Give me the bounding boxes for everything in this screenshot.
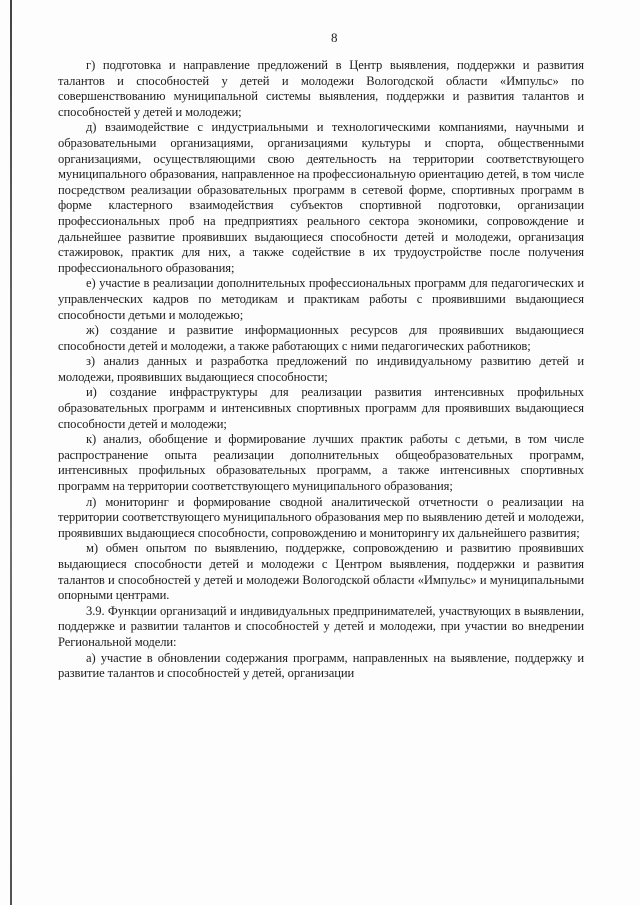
paragraph-k: к) анализ, обобщение и формирование лучших практик работы с детьми, в том числе распространение опыта реализации дополнительных общеобразовательных программ, интенсивных профильных образовательных программ, а также интенсивных спортивных программ на территории соответствующего муниципального образования; [58,432,584,494]
page-number: 8 [331,30,338,45]
paragraph-zh: ж) создание и развитие информационных ресурсов для проявивших выдающиеся способности детей и молодежи, а также работающих с ними педагогических работников; [58,323,584,353]
paragraph-e: е) участие в реализации дополнительных профессиональных программ для педагогических и управленческих кадров по методикам и практикам работы с проявившими выдающиеся способности детьми и молодежью; [58,276,584,322]
section-3-9-heading: 3.9. Функции организаций и индивидуальных предпринимателей, участвующих в выявлении, поддержке и развитии талантов и способностей у детей и молодежи, при участии во внедрении Региональной модели: [58,603,584,649]
paragraph-i: и) создание инфраструктуры для реализации развития интенсивных профильных образовательных программ и интенсивных спортивных программ для проявивших выдающиеся способности детей и молодежи; [58,385,584,431]
paragraph-a: а) участие в обновлении содержания программ, направленных на выявление, поддержку и развитие талантов и способностей у детей, организации [58,650,584,681]
paragraph-l: л) мониторинг и формирование сводной аналитической отчетности о реализации на территории соответствующего муниципального образования мер по выявлению детей и молодежи, проявивших выдающиеся способности, сопровождению и мониторингу их дальнейшего развития; [58,494,584,540]
scan-edge-line [10,0,12,905]
paragraph-m: м) обмен опытом по выявлению, поддержке, сопровождению и развитию проявивших выдающиеся способности детей и молодежи с Центром выявления, поддержки и развития талантов и способностей у детей и молодежи Вологодской области «Импульс» и муниципальными опорными центрами. [58,541,584,603]
paragraph-z: з) анализ данных и разработка предложений по индивидуальному развитию детей и молодежи, проявивших выдающиеся способности; [58,354,584,384]
paragraph-g: г) подготовка и направление предложений в Центр выявления, поддержки и развития талантов и способностей у детей и молодежи Вологодской области «Импульс» по совершенствованию муниципальной системы выявления, поддержки и развития талантов и способностей у детей и молодежи; [58,58,584,119]
document-body [58,58,584,682]
paragraph-d: д) взаимодействие с индустриальными и технологическими компаниями, научными и образовательными организациями, организациями культуры и спорта, общественными организациями, осуществляющими свою деятельность на территории соответствующего муниципального образования, направленное на профессиональную ориентацию детей, в том числе посредством реализации образовательных программ в сетевой форме, спортивных программ в форме кластерного взаимодействия субъектов спортивной подготовки, организации профессиональных проб на предприятиях реального сектора экономики, сопровождение и дальнейшее развитие проявивших выдающиеся способности детей и молодежи, организация стажировок, практик для них, а также содействие в их трудоустройстве после получения профессионального образования; [58,120,584,275]
